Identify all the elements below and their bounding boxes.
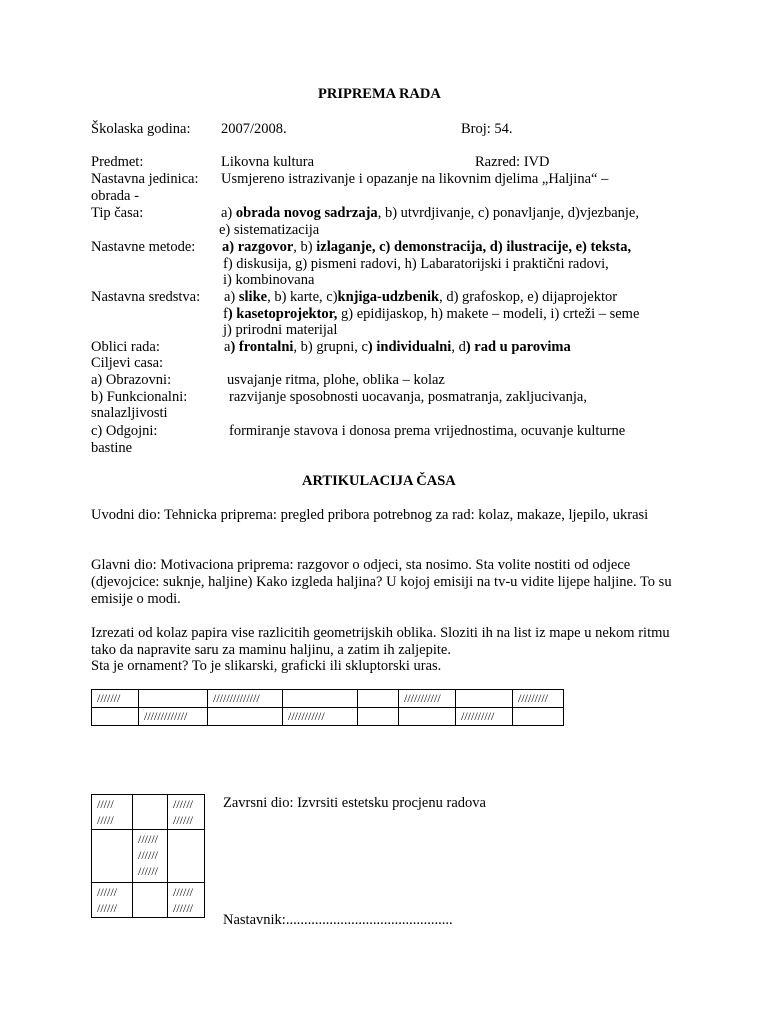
table-cell	[133, 795, 168, 830]
goal-upbringing-value: formiranje stavova i donosa prema vrijednostima, ocuvanje kulturne	[229, 423, 626, 439]
ornament-paragraph: Sta je ornament? To je slikarski, graficki ili skluptorski uras.	[91, 658, 442, 674]
table-row	[92, 830, 205, 883]
school-year-label: Školaska godina:	[91, 121, 191, 137]
table-cell	[513, 708, 564, 726]
table-cell: //////////////	[208, 690, 283, 708]
means-line-2: f) kasetoprojektor, g) epidijaskop, h) makete – modeli, i) crteži – seme	[223, 306, 640, 322]
page-title: PRIPREMA RADA	[318, 86, 441, 102]
means-line-3: j) prirodni materijal	[223, 322, 338, 338]
closing-part: Zavrsni dio: Izvrsiti estetsku procjenu radova	[223, 795, 486, 811]
goals-label: Ciljevi casa:	[91, 355, 164, 371]
lesson-type-line-2: e) sistematizacija	[219, 222, 320, 238]
means-line: a) slike, b) karte, c)knjiga-udzbenik, d) grafoskop, e) dijaprojektor	[224, 289, 618, 305]
intro-paragraph: Uvodni dio: Tehnicka priprema: pregled pribora potrebnog za rad: kolaz, makaze, ljepilo, ukrasi	[91, 507, 649, 523]
forms-label: Oblici rada:	[91, 339, 160, 355]
unit-label-continued: obrada -	[91, 188, 139, 204]
table-cell	[399, 708, 456, 726]
table-cell	[168, 830, 205, 883]
main-paragraph: Glavni dio: Motivaciona priprema: razgovor o odjeci, sta nosimo. Sta volite nostiti od odjece (djevojcice: suknje, haljine) Kako izgleda haljina? U kojoj emisiji na tv-u vidite lijepe haljine. To su emisije o modi.	[91, 557, 672, 607]
table-cell: //////////	[456, 708, 513, 726]
table-cell	[139, 690, 208, 708]
teacher-signature-line: Nastavnik:..............................................	[223, 912, 453, 928]
methods-line: a) razgovor, b) izlaganje, c) demonstracija, d) ilustracije, e) teksta,	[222, 239, 632, 255]
articulation-title: ARTIKULACIJA ČASA	[302, 473, 456, 489]
goal-educational-label: a) Obrazovni:	[91, 372, 172, 388]
table-cell: ///////////	[399, 690, 456, 708]
goal-upbringing-label-continued: bastine	[91, 440, 133, 456]
goal-functional-label-continued: snalazljivosti	[91, 405, 168, 421]
table-cell	[92, 708, 139, 726]
table-cell	[283, 690, 358, 708]
ornament-grid-table	[91, 794, 205, 918]
table-cell: ////// //////	[92, 883, 133, 918]
table-cell: ///////////	[283, 708, 358, 726]
table-cell: /////////	[513, 690, 564, 708]
table-cell	[358, 708, 399, 726]
table-row	[92, 690, 564, 708]
table-cell	[358, 690, 399, 708]
subject-value: Likovna kultura	[221, 154, 315, 170]
school-year-value: 2007/2008.	[221, 121, 287, 137]
goal-educational-value: usvajanje ritma, plohe, oblika – kolaz	[227, 372, 445, 388]
unit-label: Nastavna jedinica:	[91, 171, 199, 187]
task-paragraph: Izrezati od kolaz papira vise razlicitih geometrijskih oblika. Sloziti ih na list iz mape u nekom ritmu tako da napravite saru za maminu haljinu, a zatim ih zaljepite.	[91, 625, 670, 658]
table-cell: ///////	[92, 690, 139, 708]
table-row	[92, 795, 205, 830]
lesson-type-label: Tip časa:	[91, 205, 144, 221]
unit-value: Usmjereno istrazivanje i opazanje na likovnim djelima „Haljina“ –	[221, 171, 609, 187]
goal-functional-value: razvijanje sposobnosti uocavanja, posmatranja, zakljucivanja,	[229, 389, 587, 405]
methods-line-3: i) kombinovana	[223, 272, 315, 288]
table-cell	[92, 830, 133, 883]
table-cell: ////// ////// //////	[133, 830, 168, 883]
table-cell: /////////////	[139, 708, 208, 726]
grade: Razred: IVD	[475, 154, 550, 170]
table-row	[92, 883, 205, 918]
table-cell: ////// //////	[168, 883, 205, 918]
table-cell: ///// /////	[92, 795, 133, 830]
goal-upbringing-label: c) Odgojni:	[91, 423, 158, 439]
table-cell: ////// //////	[168, 795, 205, 830]
table-cell	[133, 883, 168, 918]
table-cell	[208, 708, 283, 726]
goal-functional-label: b) Funkcionalni:	[91, 389, 188, 405]
means-label: Nastavna sredstva:	[91, 289, 201, 305]
lesson-type-line: a) obrada novog sadrzaja, b) utvrdjivanje, c) ponavljanje, d)vjezbanje,	[221, 205, 639, 221]
methods-line-2: f) diskusija, g) pismeni radovi, h) Labaratorijski i praktični radovi,	[223, 256, 609, 272]
table-row	[92, 708, 564, 726]
subject-label: Predmet:	[91, 154, 144, 170]
rhythm-pattern-table	[91, 689, 564, 726]
methods-label: Nastavne metode:	[91, 239, 196, 255]
forms-line: a) frontalni, b) grupni, c) individualni, d) rad u parovima	[224, 339, 571, 355]
table-cell	[456, 690, 513, 708]
lesson-number: Broj: 54.	[461, 121, 513, 137]
